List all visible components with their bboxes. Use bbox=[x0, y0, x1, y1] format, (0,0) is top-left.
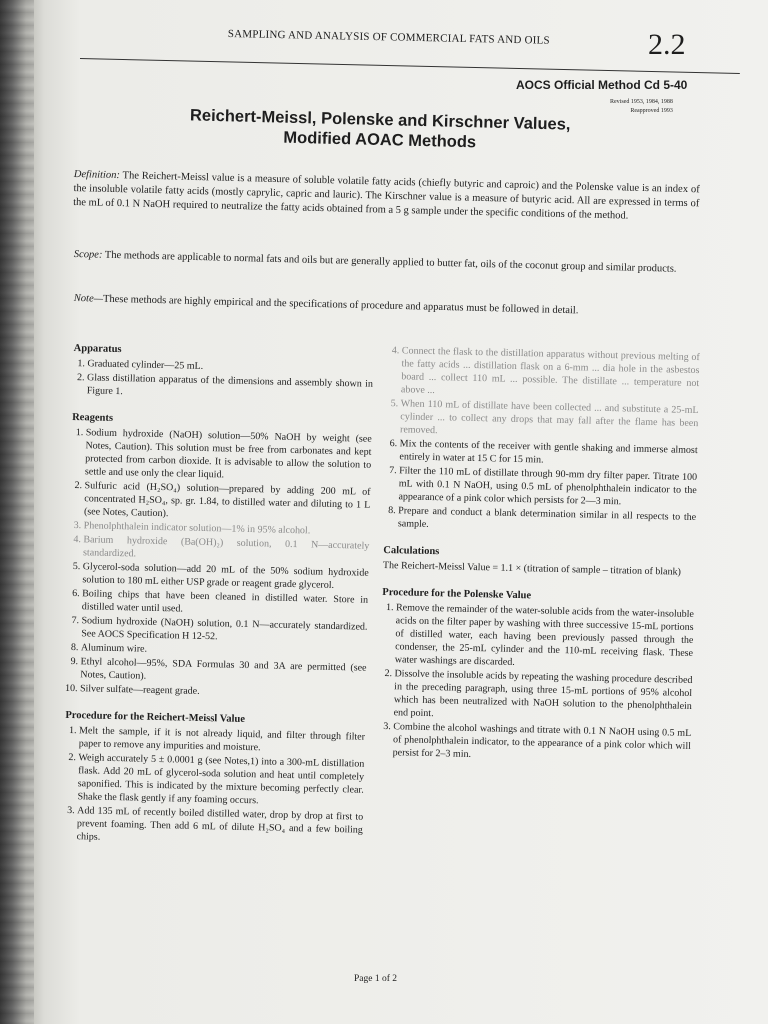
page-footer: Page 1 of 2 bbox=[354, 974, 398, 984]
procedure-rm-cont-list bbox=[384, 344, 700, 537]
definition-text: The Reichert-Meissl value is a measure of soluble volatile fatty acids (chiefly butyric and caproic) and the Polenske value is an index of the insoluble volatile fatty acids (mostly caprylic, capric and lauric). The Kirschner value is a measure of butyric acid. All are expressed in terms of the mL of 0.1 N NaOH required to neutralize the fatty acids obtained from a 5 g sample under the specific conditions of the method. bbox=[73, 170, 700, 222]
definition-lead: Definition: bbox=[73, 168, 121, 182]
title-line: Reichert-Meissl, Polenske and Kirschner Values, bbox=[189, 106, 571, 134]
definition-paragraph bbox=[73, 168, 700, 225]
title-line: Modified AOAC Methods bbox=[283, 128, 477, 152]
list-item: 2. Sulfuric acid (H₂SO₄) solution—prepared by adding 200 mL of concentrated H₂SO₄, sp. gr. 1.84, to distilled water and diluting to 1 L (see Notes, Caution). bbox=[84, 479, 371, 524]
calculations-heading: Calculations bbox=[383, 544, 440, 558]
procedure-rm-list bbox=[62, 724, 365, 850]
list-item: 10. Silver sulfate—reagent grade. bbox=[80, 682, 366, 701]
reagents-list bbox=[66, 426, 372, 702]
list-item: 5. Glycerol-soda solution—add 20 mL of the 50% sodium hydroxide solution to 180 mL either USP grade or reagent grade glycerol. bbox=[82, 560, 369, 592]
list-item: 4. Connect the flask to the distillation apparatus without previous melting of the fatty acids ... distillation flask on a 6-mm ... dia hole in the asbestos board ... collect 110 mL ... possible. The distillate ... temperature not above ... bbox=[401, 344, 700, 403]
list-item: 8. Aluminum wire. bbox=[81, 641, 367, 660]
list-item: 2. Dissolve the insoluble acids by repeating the washing procedure described in the preceding paragraph, using three 15-mL portions of 95% alcohol which has been neutralized with NaOH solution to the phenolphthalein end point. bbox=[393, 667, 692, 726]
list-item: 9. Ethyl alcohol—95%, SDA Formulas 30 and 3A are permitted (see Notes, Caution). bbox=[80, 655, 367, 687]
list-item: 7. Sodium hydroxide (NaOH) solution, 0.1 N—accurately standardized. See AOCS Specification H 12-52. bbox=[81, 614, 368, 646]
apparatus-list bbox=[73, 357, 374, 404]
scope-paragraph bbox=[74, 248, 700, 277]
right-column bbox=[379, 344, 700, 767]
list-item: 4. Barium hydroxide (Ba(OH)₂) solution, 0.1 N—accurately standardized. bbox=[83, 533, 370, 565]
list-item: 1. Sodium hydroxide (NaOH) solution—50% NaOH by weight (see Notes, Caution). This solution must be free from carbonates and kept protected from carbon dioxide. It is advisable to allow the solution to settle and use only the clear liquid. bbox=[85, 426, 372, 484]
scope-lead: Scope: bbox=[73, 248, 103, 261]
list-item: 3. Phenolphthalein indicator solution—1% in 95% alcohol. bbox=[84, 519, 370, 538]
note-paragraph bbox=[74, 292, 700, 321]
procedure-polenske-heading: Procedure for the Polenske Value bbox=[382, 586, 532, 602]
list-item: 2. Weigh accurately 5 ± 0.0001 g (see Notes,1) into a 300-mL distillation flask. Add 20 mL of glycerol-soda solution and heat until completely saponified. This is indicated by the mixture becoming perfectly clear. Shake the flask gently if any foaming occurs. bbox=[77, 751, 364, 809]
list-item: 6. Boiling chips that have been cleaned in distilled water. Store in distilled water until used. bbox=[82, 587, 369, 619]
method-id: AOCS Official Method Cd 5-40 bbox=[516, 78, 688, 92]
binding-shadow bbox=[0, 0, 34, 1024]
procedure-rm-heading: Procedure for the Reichert-Meissl Value bbox=[65, 709, 246, 725]
header-rule bbox=[80, 58, 740, 74]
list-item: 1. Remove the remainder of the water-soluble acids from the water-insoluble acids on the filter paper by washing with three successive 15-mL portions of distilled water, each having been previously passed through the condenser, the 25-mL cylinder and the 110-mL receiving flask. These water washings are discarded. bbox=[395, 601, 694, 673]
running-head: SAMPLING AND ANALYSIS OF COMMERCIAL FATS AND OILS bbox=[227, 28, 550, 47]
revision-lines bbox=[610, 98, 673, 116]
note-lead: Note— bbox=[73, 292, 104, 305]
list-item: 7. Filter the 110 mL of distillate through 90-mm dry filter paper. Titrate 100 mL with 0.1 N NaOH, using 0.5 mL of phenolphthalein indicator to the appearance of a pink color which persists for 2—3 min. bbox=[398, 464, 697, 510]
list-item: 5. When 110 mL of distillate have been collected ... and substitute a 25-mL cylinder ... to collect any drops that may fall after the flame has been removed. bbox=[400, 397, 699, 443]
list-item: 1. Graduated cylinder—25 mL. bbox=[87, 357, 373, 376]
calculations-text: The Reichert-Meissl Value = 1.1 × (titration of sample – titration of blank) bbox=[382, 559, 681, 578]
reagents-heading: Reagents bbox=[72, 411, 114, 424]
list-item: 3. Combine the alcohol washings and titrate with 0.1 N NaOH using 0.5 mL of phenolphthalein indicator, to the appearance of a pink color which will persist for 2–3 min. bbox=[393, 720, 692, 766]
revision-line: Reapproved 1993 bbox=[630, 108, 673, 114]
procedure-polenske-list bbox=[379, 601, 695, 766]
list-item: 6. Mix the contents of the receiver with gentle shaking and immerse almost entirely in water at 15 C for 15 min. bbox=[399, 437, 698, 470]
list-item: 3. Add 135 mL of recently boiled distilled water, drop by drop at first to prevent foaming. Then add 6 mL of dilute H₂SO₄ and a few boiling chips. bbox=[76, 804, 363, 849]
left-column bbox=[62, 336, 373, 851]
list-item: 2. Glass distillation apparatus of the dimensions and assembly shown in Figure 1. bbox=[87, 371, 374, 403]
list-item: 8. Prepare and conduct a blank determination similar in all respects to the sample. bbox=[398, 504, 697, 537]
list-item: 1. Melt the sample, if it is not already liquid, and filter through filter paper to remove any impurities and moisture. bbox=[79, 724, 366, 756]
note-text: These methods are highly empirical and the specifications of procedure and apparatus must be followed in detail. bbox=[102, 293, 579, 317]
scope-text: The methods are applicable to normal fats and oils but are generally applied to butter fat, oils of the coconut group and similar products. bbox=[104, 249, 677, 275]
apparatus-heading: Apparatus bbox=[73, 342, 122, 356]
section-number: 2.2 bbox=[648, 28, 686, 61]
revision-line: Revised 1953, 1984, 1988 bbox=[610, 99, 673, 105]
page-title bbox=[140, 104, 621, 156]
